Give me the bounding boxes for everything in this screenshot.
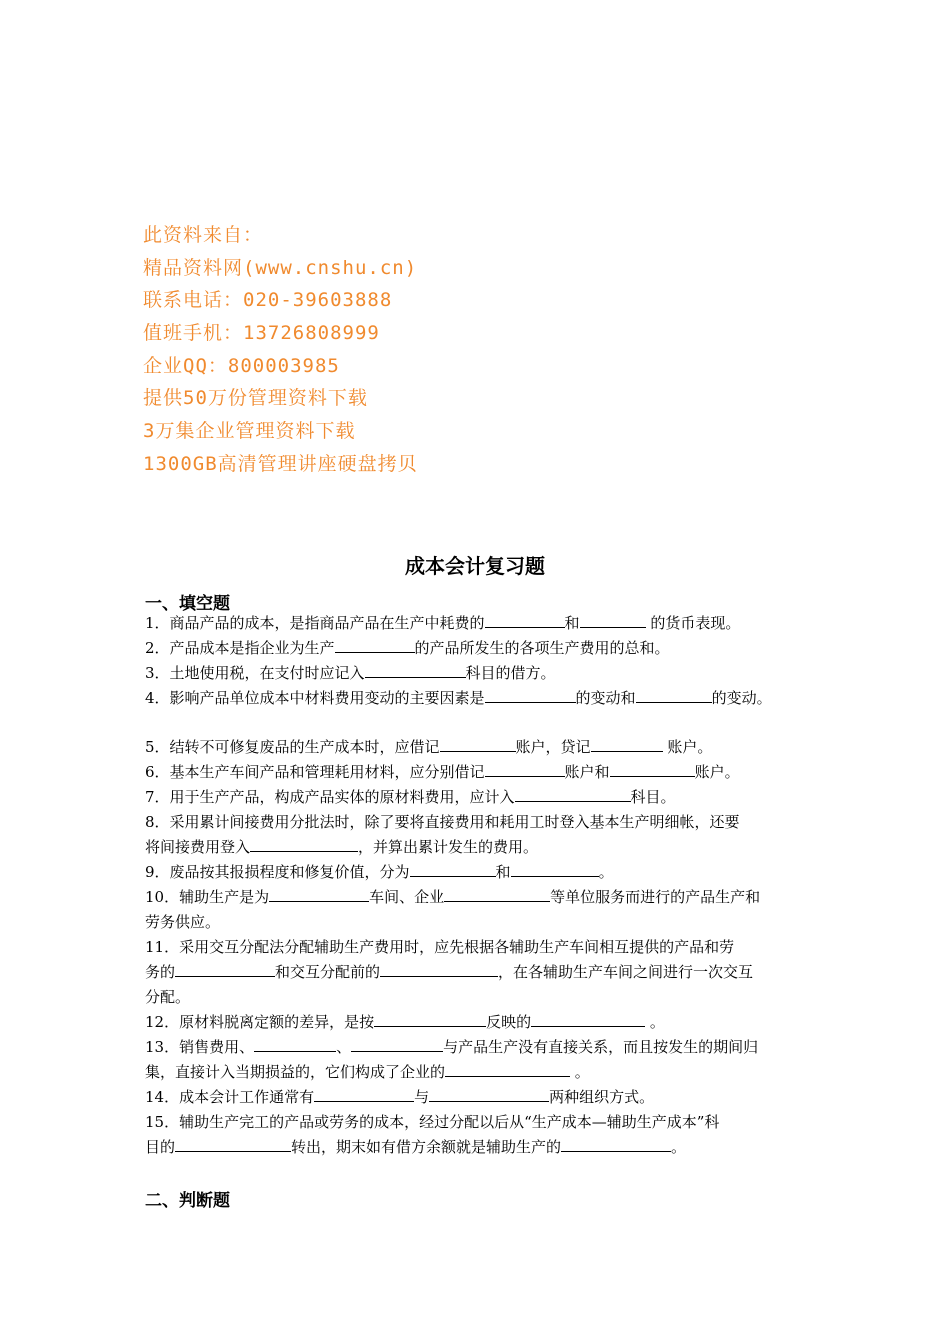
answer-blank xyxy=(254,1035,336,1052)
answer-blank xyxy=(440,735,516,752)
qq-line: 企业QQ：800003985 xyxy=(143,354,340,377)
answer-blank xyxy=(515,785,631,802)
question-5: 5．结转不可修复废品的生产成本时，应借记 账户，贷记 账户。 xyxy=(145,735,817,760)
answer-blank xyxy=(445,1060,570,1077)
source-info-block xyxy=(143,219,418,481)
answer-blank xyxy=(351,1035,443,1052)
document-title: 成本会计复习题 xyxy=(405,554,545,578)
answer-blank xyxy=(485,760,565,777)
question-14: 14．成本会计工作通常有 与 两种组织方式。 xyxy=(145,1085,817,1110)
section-heading-fill-in: 一、填空题 xyxy=(145,594,230,614)
section-heading-true-false: 二、判断题 xyxy=(145,1191,230,1211)
answer-blank xyxy=(335,636,415,653)
question-15-cont: 目的 转出，期末如有借方余额就是辅助生产的 。 xyxy=(145,1135,817,1160)
question-2: 2．产品成本是指企业为生产 的产品所发生的各项生产费用的总和。 xyxy=(145,636,817,661)
question-3: 3．土地使用税，在支付时应记入 科目的借方。 xyxy=(145,661,817,686)
answer-blank xyxy=(610,760,695,777)
question-10-cont: 劳务供应。 xyxy=(145,913,221,931)
question-11-cont: 务的 和交互分配前的 ，在各辅助生产车间之间进行一次交互 xyxy=(145,960,817,985)
question-11: 11．采用交互分配法分配辅助生产费用时，应先根据各辅助生产车间相互提供的产品和劳 xyxy=(145,938,735,956)
answer-blank xyxy=(175,960,275,977)
question-list xyxy=(145,611,817,1160)
promo-line-3: 1300GB高清管理讲座硬盘拷贝 xyxy=(143,452,418,475)
question-10: 10．辅助生产是为 车间、企业 等单位服务而进行的产品生产和 xyxy=(145,885,817,910)
answer-blank xyxy=(511,860,599,877)
answer-blank xyxy=(314,1085,414,1102)
question-6: 6．基本生产车间产品和管理耗用材料，应分别借记 账户和 账户。 xyxy=(145,760,817,785)
question-7: 7．用于生产产品，构成产品实体的原材料费用，应计入 科目。 xyxy=(145,785,817,810)
question-8: 8．采用累计间接费用分批法时，除了要将直接费用和耗用工时登入基本生产明细帐，还要 xyxy=(145,813,740,831)
answer-blank xyxy=(485,611,565,628)
question-15: 15．辅助生产完工的产品或劳务的成本，经过分配以后从“生产成本—辅助生产成本”科 xyxy=(145,1113,720,1131)
answer-blank xyxy=(250,835,358,852)
answer-blank xyxy=(580,611,646,628)
answer-blank xyxy=(591,735,663,752)
question-9: 9．废品按其报损程度和修复价值，分为 和 。 xyxy=(145,860,817,885)
answer-blank xyxy=(444,885,550,902)
answer-blank xyxy=(429,1085,549,1102)
source-site-line: 精品资料网(www.cnshu.cn) xyxy=(143,256,418,279)
question-13: 13．销售费用、 、 与产品生产没有直接关系，而且按发生的期间归 xyxy=(145,1035,817,1060)
question-8-cont: 将间接费用登入 ，并算出累计发生的费用。 xyxy=(145,835,817,860)
answer-blank xyxy=(365,661,466,678)
mobile-line: 值班手机：13726808999 xyxy=(143,322,380,345)
question-1: 1．商品产品的成本，是指商品产品在生产中耗费的 和 的货币表现。 xyxy=(145,611,817,636)
promo-line-1: 提供50万份管理资料下载 xyxy=(143,387,368,410)
phone-line: 联系电话：020-39603888 xyxy=(143,289,393,312)
answer-blank xyxy=(485,686,576,703)
promo-line-2: 3万集企业管理资料下载 xyxy=(143,420,356,443)
answer-blank xyxy=(561,1135,671,1152)
question-4: 4．影响产品单位成本中材料费用变动的主要因素是 的变动和 的变动。 xyxy=(145,686,817,711)
source-line: 此资料来自： xyxy=(143,224,264,246)
answer-blank xyxy=(636,686,712,703)
question-13-cont: 集，直接计入当期损益的，它们构成了企业的 。 xyxy=(145,1060,817,1085)
answer-blank xyxy=(410,860,496,877)
question-12: 12．原材料脱离定额的差异，是按 反映的 。 xyxy=(145,1010,817,1035)
answer-blank xyxy=(380,960,498,977)
question-11-end: 分配。 xyxy=(145,988,191,1006)
answer-blank xyxy=(531,1010,645,1027)
answer-blank xyxy=(175,1135,291,1152)
answer-blank xyxy=(374,1010,486,1027)
answer-blank xyxy=(269,885,369,902)
